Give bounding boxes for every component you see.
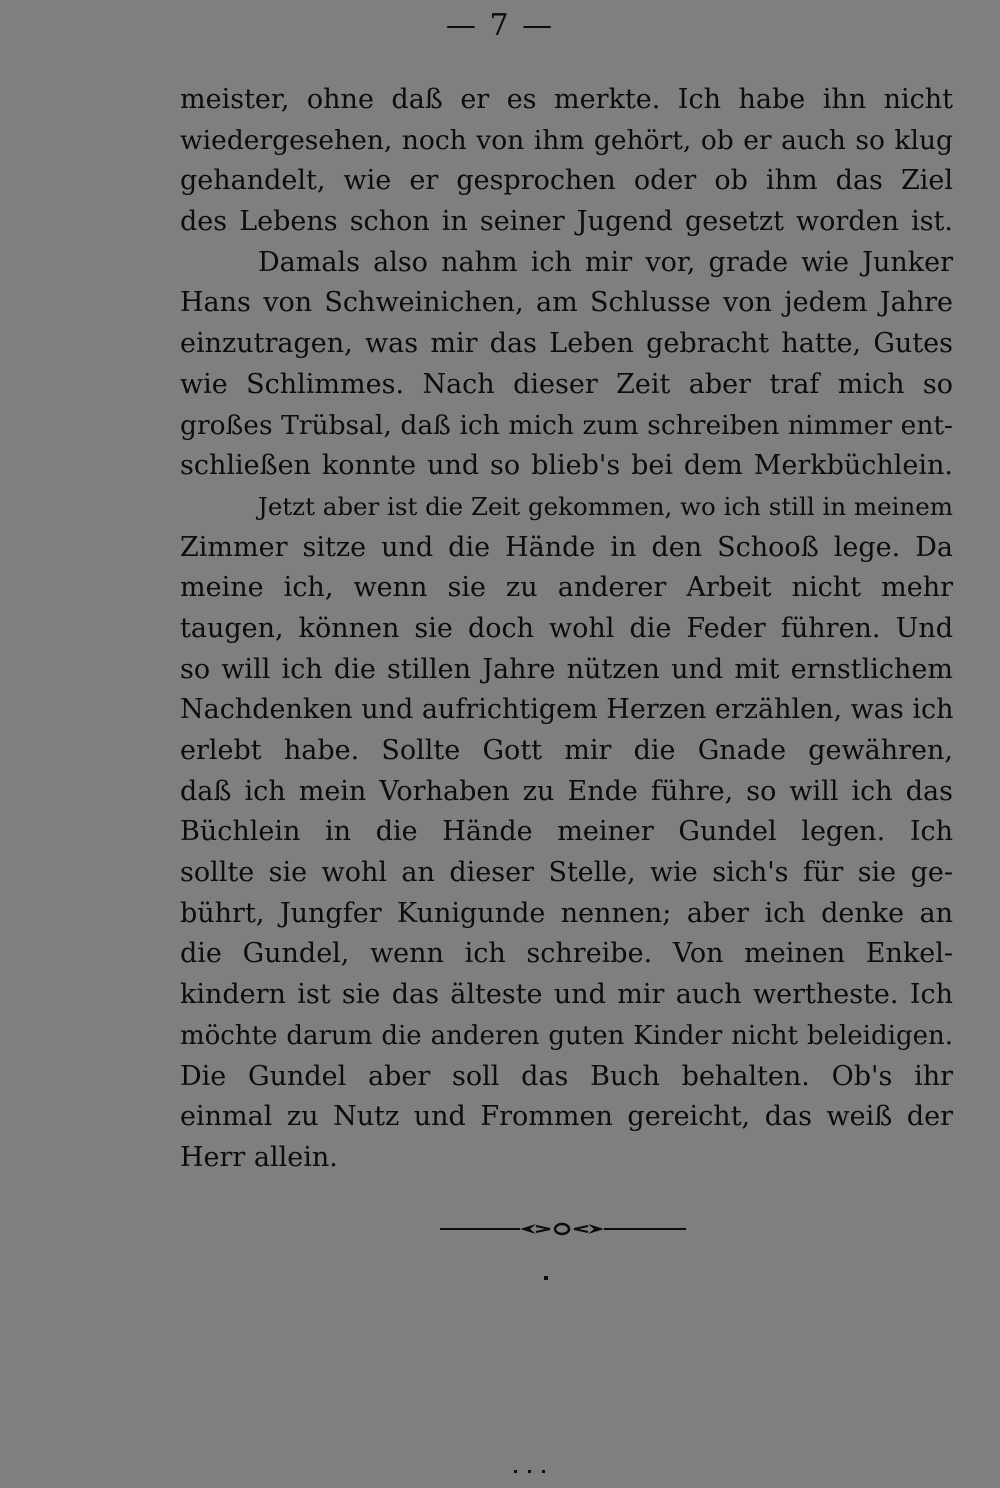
text-line: sollte sie wohl an dieser Stelle, wie sich's für sie ge-	[180, 857, 953, 889]
body-text	[180, 80, 953, 1179]
page-number: — 7 —	[445, 8, 555, 43]
text-line: schließen konnte und so blieb's bei dem Merkbüchlein.	[180, 450, 953, 482]
print-speck	[544, 1276, 548, 1280]
text-line: des Lebens schon in seiner Jugend gesetzt worden ist.	[180, 206, 953, 238]
section-end-ornament	[440, 1214, 690, 1244]
text-line: Herr allein.	[180, 1141, 338, 1173]
print-speck	[542, 1470, 545, 1473]
text-line: Die Gundel aber soll das Buch behalten. Ob's ihr	[180, 1060, 953, 1092]
text-line: gehandelt, wie er gesprochen oder ob ihm das Ziel	[180, 165, 953, 197]
text-line: Zimmer sitze und die Hände in den Schooß lege. Da	[180, 531, 953, 563]
text-line: möchte darum die anderen guten Kinder nicht beleidigen.	[180, 1020, 953, 1051]
text-line: wie Schlimmes. Nach dieser Zeit aber traf mich so	[180, 368, 953, 400]
text-line: so will ich die stillen Jahre nützen und mit ernstlichem	[180, 653, 953, 685]
text-line: Büchlein in die Hände meiner Gundel legen. Ich	[180, 816, 953, 848]
text-line: meister, ohne daß er es merkte. Ich habe ihn nicht	[180, 84, 953, 115]
text-line: taugen, können sie doch wohl die Feder führen. Und	[180, 612, 953, 644]
text-line: einmal zu Nutz und Frommen gereicht, das weiß der	[180, 1101, 953, 1133]
text-line: meine ich, wenn sie zu anderer Arbeit nicht mehr	[180, 572, 953, 604]
text-line: erlebt habe. Sollte Gott mir die Gnade gewähren,	[180, 735, 953, 766]
text-line: die Gundel, wenn ich schreibe. Von meinen Enkel-	[180, 938, 953, 970]
text-line: Damals also nahm ich mir vor, grade wie Junker	[258, 246, 953, 278]
print-speck	[514, 1470, 517, 1473]
text-line: kindern ist sie das älteste und mir auch wertheste. Ich	[180, 979, 953, 1011]
text-line: einzutragen, was mir das Leben gebracht hatte, Gutes	[180, 328, 953, 360]
text-line: großes Trübsal, daß ich mich zum schreiben nimmer ent-	[180, 409, 953, 441]
text-line: bührt, Jungfer Kunigunde nennen; aber ich denke an	[180, 897, 953, 929]
text-line: Hans von Schweinichen, am Schlusse von jedem Jahre	[180, 287, 953, 319]
text-line: Nachdenken und aufrichtigem Herzen erzählen, was ich	[180, 694, 954, 726]
text-line: wiedergesehen, noch von ihm gehört, ob er auch so klug	[180, 124, 953, 156]
text-line: Jetzt aber ist die Zeit gekommen, wo ich still in meinem	[258, 491, 953, 521]
text-line: daß ich mein Vorhaben zu Ende führe, so will ich das	[180, 775, 953, 807]
print-speck	[528, 1470, 531, 1473]
